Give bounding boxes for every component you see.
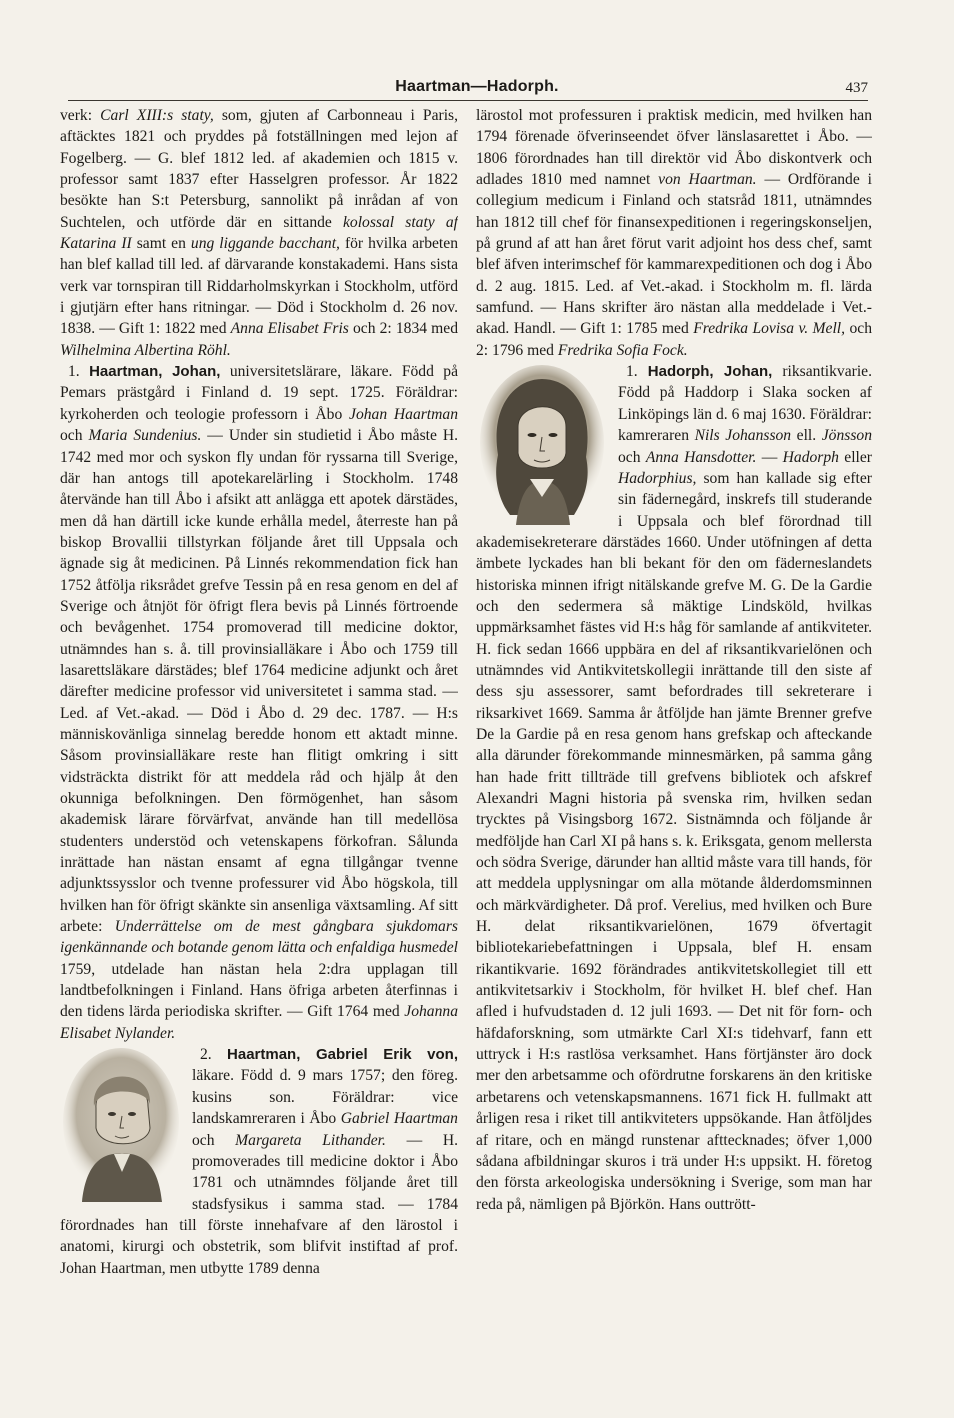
portrait-johan-hadorph [476,365,608,525]
portrait-engraving [476,365,608,525]
right-column [476,105,872,1345]
entry-heading: Hadorph, Johan, [647,363,773,381]
left-column [60,105,458,1345]
entry-gabriel-erik-von-haartman: 2. Haartman, Gabriel Erik von, läkare. Född d. 9 mars 1757; den föreg. kusins son. Föräldrar: vice landskamreraren i Åbo Gabriel Haartman och Margareta Lithander. — H. promoverades till medicine doktor i Åbo 1781 och utnämndes följande året till stadsfysikus i samma stad. — 1784 förordnades han till förste innehafvare af den lärostol i anatomi, kirurgi och obstetrik, som blifvit instiftad af prof. Johan Haartman, men utbytte 1789 denna [60,1046,458,1277]
portrait-engraving [60,1048,182,1202]
entry-heading: Haartman, Johan, [89,363,221,381]
entry-heading: Haartman, Gabriel Erik von, [227,1046,458,1064]
running-head: Haartman—Hadorph. [395,78,559,95]
header-rule [68,100,868,101]
entry-johan-hadorph: 1. Hadorph, Johan, riksantikvarie. Född på Haddorp i Slaka socken af Linköpings län d. 6 maj 1630. Föräldrar: kamreraren Nils Johansson ell. Jönsson och Anna Hansdotter. — Hadorph eller Hadorphius, som han kallade sig efter sin fädernegård, inskrefs till studerande i Uppsala och blef förordnad till akademisekreterare därstädes 1660. Under utöfningen af detta ämbete lyckades han bli bekant för den om fäderneslandets historiska minnen ifrigt nitälskande grefve M. G. De la Gardie och den sedermera så mäktige Lindsköld, hvilkas uppmärksamhet fästes vid H:s håg för samlande af antikviteter. H. fick sedan 1666 uppbära en del af riksantikvarielönen och utnämndes vid Antikvitetskollegii inrättande till den siste af dess sju assessorer, samt befordrades till sekreterare i riksarkivet 1669. Samma år åtföljde han jämte Brenner grefve De la Gardie på en resa genom hans grefskap och afteckande alla därunder förekommande minnesmärken, på samma gång han hade fritt tillträde till grefvens bibliotek och afskref Alexandri Magni historia på svenska rim, hvilken sedan trycktes på Visingsborg 1672. Sistnämnda och följande år medföljde han Carl XI på hans s. k. Eriksgata, genom mellersta och södra Sverige, därunder han alltid måste vara till hands, för att meddela upplysningar om alla mötande ålderdomsminnen och märkvärdigheter. Då prof. Verelius, med hvilken och Bure H. delat riksantikvarielönen, 1679 öfvertagit bibliotekariebefattningen i Uppsala, blef H. ensam rikantikvarie. 1692 förändrades antikvitetskollegiet till ett antikvitetsarkiv i Stockholm, för hvilket H. blef chef. Han afled i hufvudstaden d. 12 juli 1693. — Det nit för forn- och häfdaforskning, som utmärkte Carl XI:s tidehvarf, fann ett uttryck i H:s rastlösa verksamhet. Hans förtjänster äro dock mer den arbetsamme och ofördrutne forskarens än den kritiske arbetarens och vetenskapsmannens. 1671 fick H. fullmakt att årligen resa i riket till antikviteters uppsökande. Han åtföljdes af ritare, och en mängd runstenar afttecknades; öfver 1,000 sådana afbildningar skuros i trä under H:s uppsikt. H. företog den första arkeologiska undersökning i Sverige, som man har reda på, nämligen på Björkön. Hans outtrött- [476,363,872,1213]
entry-johan-haartman: 1. Haartman, Johan, universitetslärare, läkare. Född på Pemars prästgård i Finland d. 19 sept. 1725. Föräldrar: kyrkoherden och teologie professorn i Åbo Johan Haartman och Maria Sundenius. — Under sin studietid i Åbo måste H. 1742 med mor och syskon fly undan för ryssarna till Sverige, där han antogs till apotekarelärling i Stockholm. 1748 återvände han till Åbo i afsikt att anlägga ett apotek därstädes, men då han därtill icke kunde erhålla medel, återreste han på biskop Brovallii tillstyrkan följande året till Uppsala och ägnade sig åt medicinen. På Linnés rekommendation fick han 1752 åtfölja riksrådet grefve Tessin på en resa genom en del af Sverige och åtnjöt för öfrigt flera bevis på Linnés förtroende och bevågenhet. 1754 promoverad till medicine doktor, utnämndes han s. å. till provinsialläkare i Åbo och 1759 till lasarettsläkare därstädes; blef 1764 medicine adjunkt och året därefter medicine professor vid universitetet i samma stad. — Led. af Vet.-akad. — Död i Åbo d. 29 dec. 1787. — H:s människovänliga sinnelag beredde honom ett aktadt minne. Såsom provinsialläkare reste han flitigt omkring i sitt vidsträckta distrikt för att meddela råd och hjälp åt den okunniga befolkningen. Den förmögenhet, han såsom akademisk lärare förvärfvat, använde han till medellösa studenters understöd och vetenskapens förkofran. Sålunda inrättade han nästan ensamt af egna tillgångar tvenne adjunktssysslor och tvenne professurer vid Åbo högskola, till hvilken han för öfrigt skänkte sin ansenliga växtsamling. Af sitt arbete: Underrättelse om de mest gångbara sjukdomars igenkännande och botande genom lätta och enfaldiga husmedel 1759, utdelade han nästan hela 2:dra upplagan till landtbefolkningen i Finland. Hans öfriga arbeten återfinnas i den tidens lärda periodiska skrifter. — Gift 1764 med Johanna Elisabet Nylander. [60,363,458,1042]
page-number: 437 [845,80,868,96]
entry-continuation: verk: Carl XIII:s staty, som, gjuten af Carbonneau i Paris, aftäcktes 1821 och pryddes på fotställningen med lejon af Fogelberg. — G. blef 1812 led. af akademien och 1815 v. professor samt 1837 efter Hasselgren professor. År 1822 besökte han S:t Petersburg, sannolikt på inrådan af von Suchtelen, och utförde där en sittande kolossal staty af Katarina II samt en ung liggande bacchant, för hvilka arbeten han blef kallad till led. af därvarande konstakademi. Hans sista verk var tornspiran till Riddarholmskyrkan i Stockholm, utförd i gjutjärn efter hans ritningar. — Död i Stockholm d. 26 nov. 1838. — Gift 1: 1822 med Anna Elisabet Fris och 2: 1834 med Wilhelmina Albertina Röhl. [60,107,458,359]
portrait-gabriel-erik-von-haartman [60,1048,182,1202]
entry-continuation: lärostol mot professuren i praktisk medicin, med hvilken han 1794 förenade öfverinseendet öfver länslasarettet i Åbo. — 1806 förordnades han till direktör vid Åbo diskontverk och adlades 1810 med namnet von Haartman. — Ordförande i collegium medicum i Finland och statsråd 1811, utnämndes han 1812 till chef för finansexpeditionen i regeringskonseljen, på grund af att han året förut varit adjoint hos dess chef, samt blef äfven interimschef för kammarexpeditionen och dog i Åbo d. 2 aug. 1815. Led. af Vet.-akad. i Stockholm m. fl. lärda samfund. — Hans skrifter äro nästan alla meddelade i Vet.-akad. Handl. — Gift 1: 1785 med Fredrika Lovisa v. Mell, och 2: 1796 med Fredrika Sofia Fock. [476,107,872,359]
